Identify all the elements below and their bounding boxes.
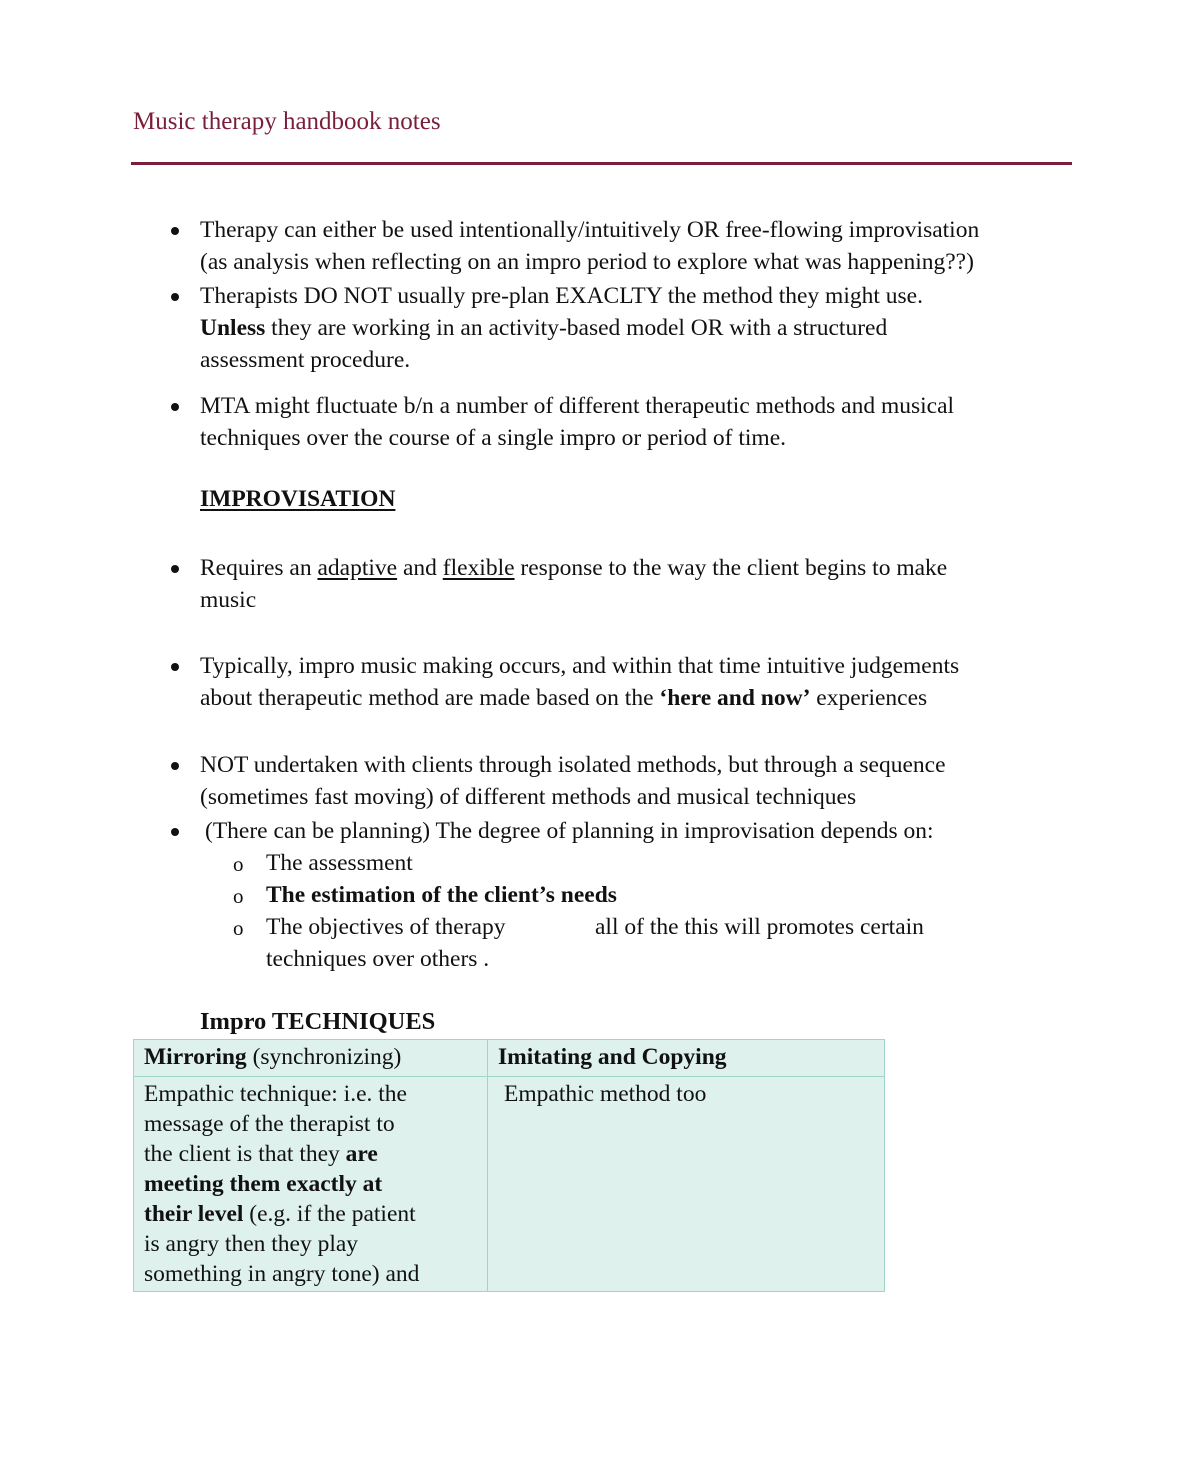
list-item-text: music [200,587,257,613]
underlined-term: flexible [442,555,515,581]
list-item-text: assessment procedure. [200,347,411,373]
bullet-icon [171,227,179,235]
list-item-text: MTA might fluctuate b/n a number of different therapeutic methods and musical [200,393,955,419]
bullet-icon [171,293,179,301]
bullet-icon [171,403,179,411]
list-item-text: NOT undertaken with clients through isolated methods, but through a sequence [200,752,946,778]
header-text: (synchronizing) [246,1044,402,1070]
table-header-row [134,1040,885,1077]
cell-line: message of the therapist to [144,1111,395,1137]
cell-line: Empathic method too [504,1081,707,1107]
sub-bullet-icon: o [233,852,244,876]
header-emphasis: Mirroring [144,1044,247,1070]
sub-bullet-icon: o [233,916,244,940]
list-item-text [200,682,927,714]
emphasis-text: their level [144,1201,244,1227]
list-item-text [200,552,947,584]
sub-list-item: The assessment [266,850,413,876]
cell-line: Empathic technique: i.e. the [144,1081,407,1107]
text-run: the client is that they [144,1141,346,1167]
cell-line [144,1139,477,1169]
section-heading-improvisation: IMPROVISATION [200,486,396,512]
text-run: (e.g. if the patient [243,1201,416,1227]
sub-bullet-icon: o [233,884,244,908]
document-title: Music therapy handbook notes [133,108,441,135]
list-item-text: Therapy can either be used intentionally/intuitively OR free-flowing improvisation [200,217,980,243]
list-item-text-rest: they are working in an activity-based model OR with a structured [265,315,888,341]
sub-list-item: The estimation of the client’s needs [266,882,617,908]
text-run: response to the way the client begins to make [514,555,948,581]
text-run: Requires an [200,555,318,581]
cell-line [144,1199,477,1229]
list-item-text: techniques over the course of a single impro or period of time. [200,425,787,451]
bullet-icon [171,565,179,573]
cell-line: is angry then they play [144,1231,359,1257]
underlined-term: adaptive [317,555,398,581]
table-row [134,1077,885,1292]
bullet-icon [171,828,179,836]
aside-note: all of the this will promotes certain [595,914,924,940]
table-header-cell [488,1040,885,1077]
list-item-text: (sometimes fast moving) of different methods and musical techniques [200,784,857,810]
table-header-cell [134,1040,488,1077]
aside-note: techniques over others . [266,946,490,972]
table-heading: Impro TECHNIQUES [200,1008,436,1035]
emphasis-text: Unless [200,315,266,341]
sub-list-item: The objectives of therapy [266,914,506,940]
text-run: and [397,555,443,581]
bullet-icon [171,663,179,671]
emphasis-text: ‘here and now’ [659,685,811,711]
list-item-text: (There can be planning) The degree of planning in improvisation depends on: [205,818,934,844]
list-item-text: Therapists DO NOT usually pre-plan EXACLTY the method they might use. [200,283,923,309]
bullet-icon [171,762,179,770]
list-item-text [200,312,887,344]
header-emphasis: Imitating and Copying [498,1044,727,1070]
emphasis-text: are [345,1141,378,1167]
cell-line: meeting them exactly at [144,1171,383,1197]
text-run: experiences [810,685,928,711]
list-item-text: (as analysis when reflecting on an impro period to explore what was happening??) [200,249,974,275]
list-item-text: Typically, impro music making occurs, and within that time intuitive judgements [200,653,960,679]
cell-line: something in angry tone) and [144,1261,420,1287]
techniques-table [133,1039,885,1292]
title-divider [131,162,1072,165]
table-cell [488,1077,885,1292]
text-run: about therapeutic method are made based on the [200,685,660,711]
table-cell [134,1077,488,1292]
